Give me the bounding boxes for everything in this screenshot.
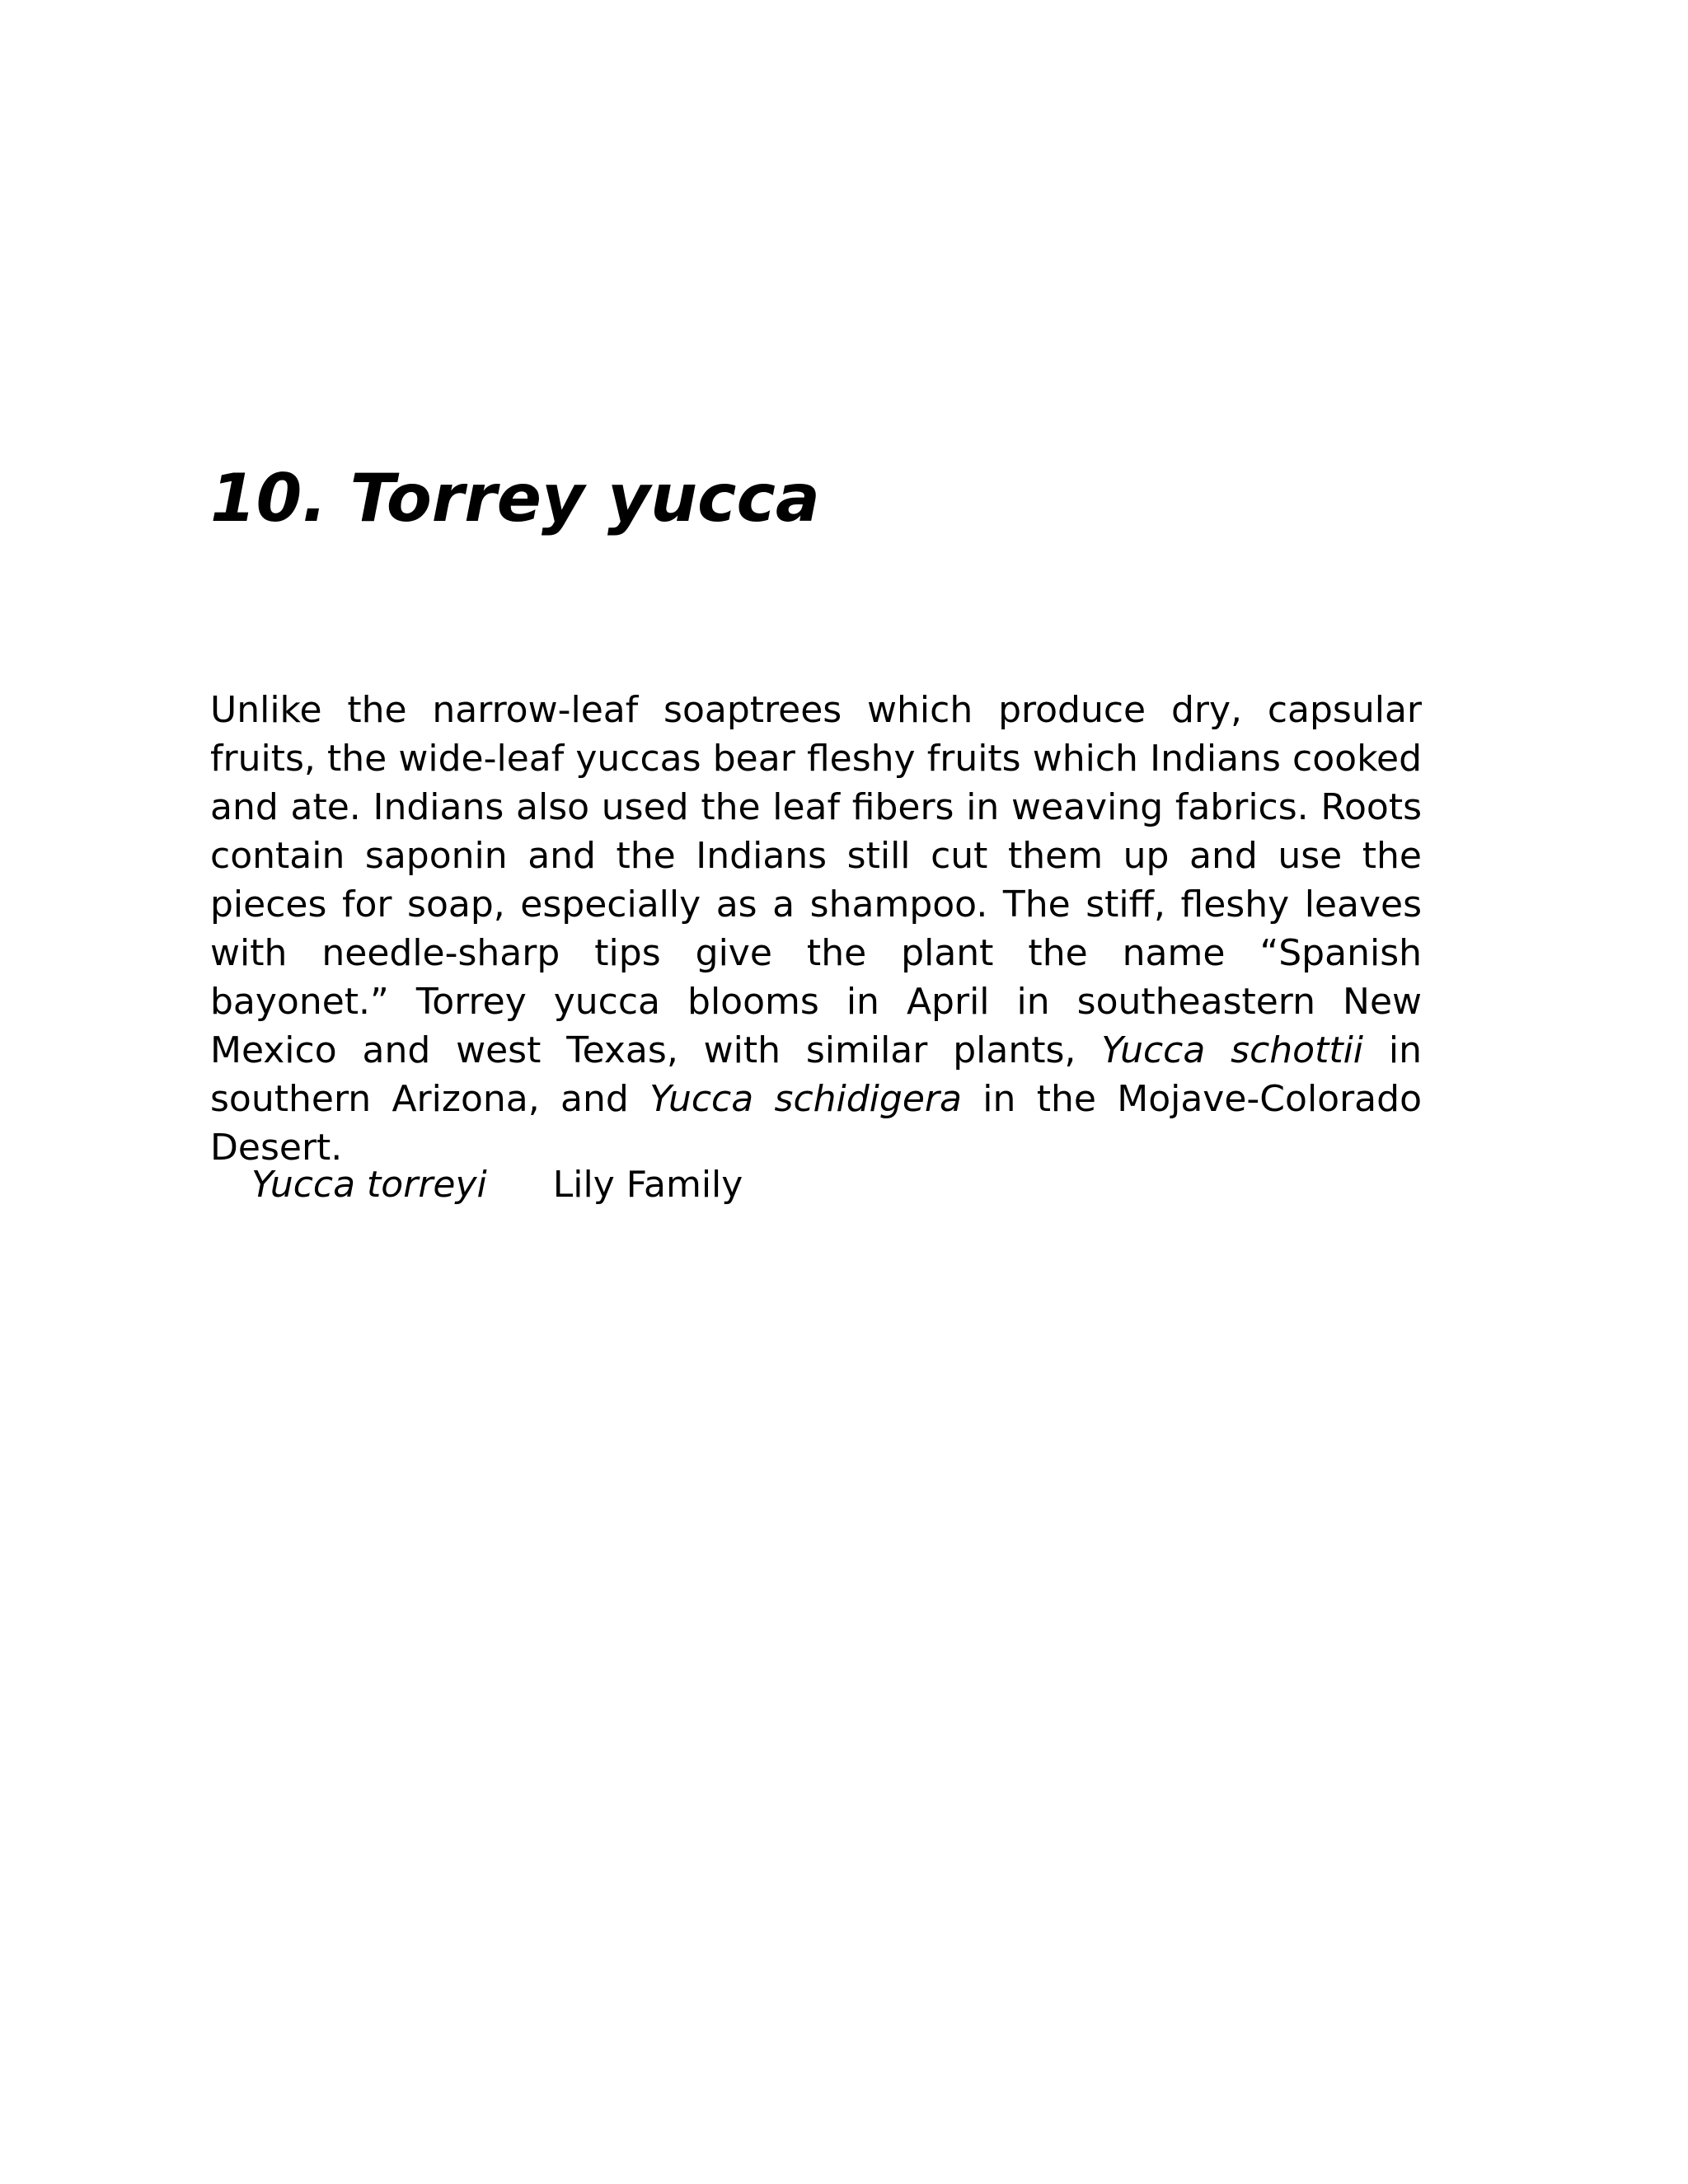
description-text: in the Mojave-Colorado Desert. [210, 1078, 1422, 1169]
scientific-name: Yucca torreyi [251, 1164, 487, 1206]
species-mention-schidigera: Yucca schidigera [649, 1078, 962, 1120]
family-name: Lily Family [552, 1164, 743, 1206]
species-line [251, 1160, 743, 1209]
description-text: in southern Arizona, and [210, 1029, 1422, 1120]
description-paragraph [210, 686, 1422, 1172]
description-text: Unlike the narrow-leaf soaptrees which produce dry, capsular fruits, the wide-leaf yuccas bear fleshy fruits which Indians cooked and ate. Indians also used the leaf fibers in weaving fabrics. Roots contain saponin and the Indians still cut them up and use the pieces for soap, especially as a shampoo. The stiff, fleshy leaves with needle-sharp tips give the plant the name “Spanish bayonet.” Torrey yucca blooms in April in southeastern New Mexico and west Texas, with similar plants, [210, 689, 1422, 1071]
page-title: 10. Torrey yucca [210, 460, 820, 537]
species-mention-schottii: Yucca schottii [1101, 1029, 1364, 1071]
